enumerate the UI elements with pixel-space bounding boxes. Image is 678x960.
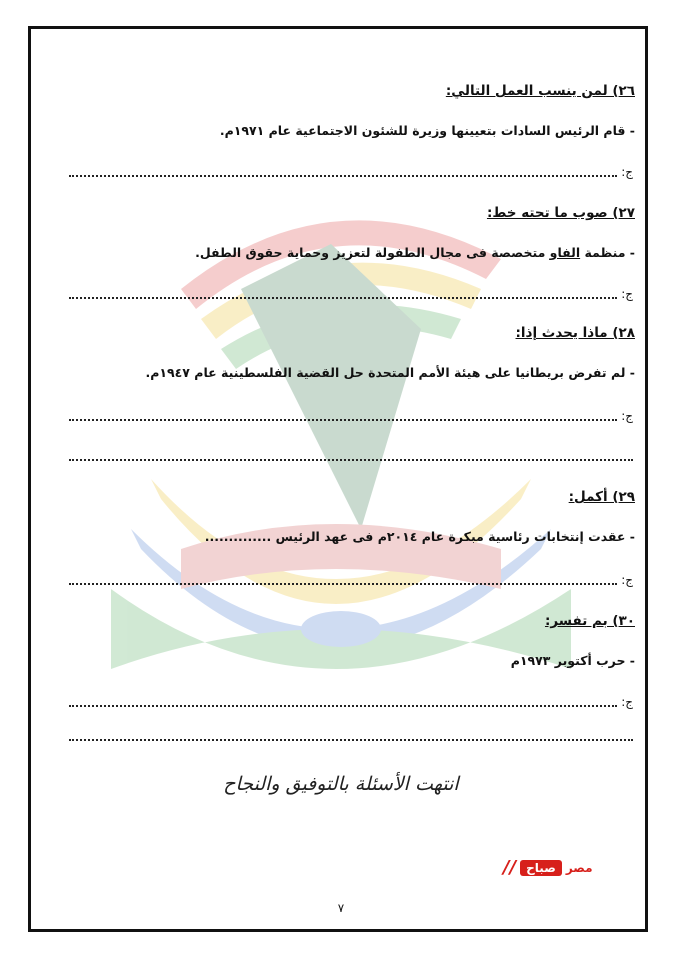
q29-statement: - عقدت إنتخابات رئاسية مبكرة عام ٢٠١٤م فى عهد الرئيس .............. xyxy=(204,529,635,544)
sabah-masr-logo xyxy=(503,857,593,878)
q30-answer-line[interactable] xyxy=(69,695,633,711)
q27-underlined-term: الفاو xyxy=(549,245,581,260)
q27-heading: ٢٧) صوب ما تحته خط: xyxy=(486,205,635,221)
page-frame xyxy=(28,26,648,932)
q28-answer-line-2[interactable] xyxy=(69,457,633,461)
page-number: ٧ xyxy=(337,901,345,915)
dotted-line xyxy=(69,287,617,299)
q27-statement xyxy=(195,245,635,260)
answer-label: ج: xyxy=(621,287,633,301)
dotted-line xyxy=(69,573,617,585)
q30-statement: - حرب أكتوبر ١٩٧٣م xyxy=(510,653,635,668)
logo-slash: // xyxy=(503,857,517,878)
answer-label: ج: xyxy=(621,695,633,709)
q26-answer-line[interactable] xyxy=(69,165,633,181)
q27-answer-line[interactable] xyxy=(69,287,633,303)
logo-brand: صباح xyxy=(520,860,562,876)
answer-label: ج: xyxy=(621,165,633,179)
dotted-line xyxy=(69,165,617,177)
q26-statement: - قام الرئيس السادات بتعيينها وزيرة للشئون الاجتماعية عام ١٩٧١م. xyxy=(219,123,635,138)
closing-message: انتهت الأسئلة بالتوفيق والنجاح xyxy=(223,773,459,795)
answer-label: ج: xyxy=(621,409,633,423)
answer-label: ج: xyxy=(621,573,633,587)
q28-heading: ٢٨) ماذا يحدث إذا: xyxy=(515,325,635,341)
q28-answer-line[interactable] xyxy=(69,409,633,425)
dotted-line xyxy=(69,695,617,707)
q30-heading: ٣٠) بم تفسر: xyxy=(544,613,635,629)
q29-answer-line[interactable] xyxy=(69,573,633,589)
q30-answer-line-2[interactable] xyxy=(69,737,633,741)
q28-statement: - لم تفرض بريطانيا على هيئة الأمم المتحدة حل القضية الفلسطينية عام ١٩٤٧م. xyxy=(145,365,635,380)
q26-heading: ٢٦) لمن ينسب العمل التالي: xyxy=(445,83,635,99)
q27-statement-suffix: متخصصة فى مجال الطفولة لتعزيز وحماية حقوق الطفل. xyxy=(195,245,550,260)
dotted-line xyxy=(69,409,617,421)
q29-heading: ٢٩) أكمل: xyxy=(568,489,635,505)
logo-suffix: مصر xyxy=(565,860,593,875)
q27-statement-prefix: - منظمة xyxy=(580,245,635,260)
